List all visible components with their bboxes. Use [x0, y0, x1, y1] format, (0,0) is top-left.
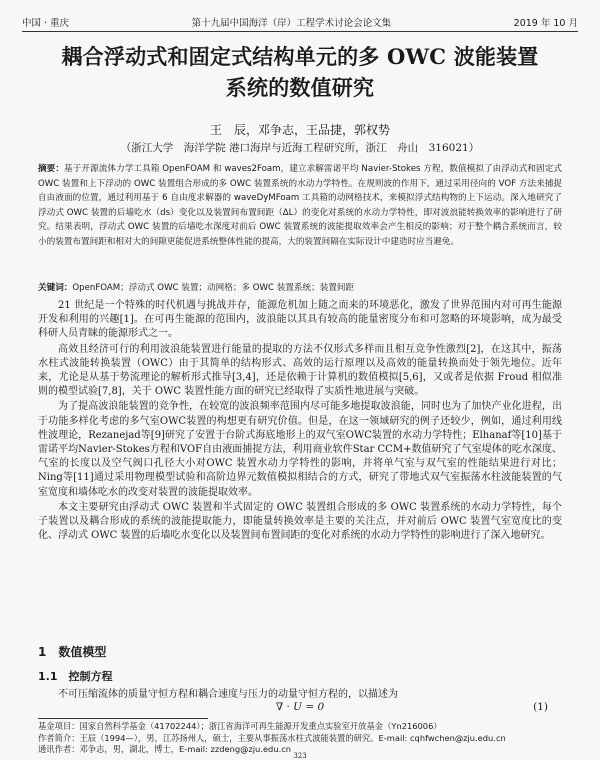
abstract: [38, 162, 562, 250]
subsection-heading: 1.1 控制方程: [38, 670, 113, 683]
keywords-text: OpenFOAM；浮动式 OWC 装置；动网格；多 OWC 装置系统；装置间距: [72, 283, 355, 293]
keywords-label: 关键词：: [38, 283, 73, 293]
author-list: 王 辰，邓争志，王品捷，郭权势: [209, 123, 390, 137]
abstract-label: 摘要：: [38, 164, 65, 174]
title-line-2: 系统的数值研究: [225, 75, 375, 100]
footnotes: [38, 721, 562, 756]
paragraph: 为了提高波浪能装置的竞争性，在较宽的波浪频率范围内尽可能多地提取波浪能，同时也为了加快产业化进程，出于功能多样化考虑的多气室OWC装置的构想更有研究价值。但是，在这一领域研究的例子还较少，例如，通过利用线性波理论，Rezanejad等[9]研究了安置于台阶式海底地形上的双气室OWC装置的水动力学特性；Elhanaf等[10]基于雷诺平均Navier-Stokes方程和VOF自由液面捕捉方法，利用商业软件Star CCM+数值研究了气室堤体的吃水深度、气室的长度以及空气阀口孔径大小对OWC 装置水动力学特性的影响，并将单气室与双气室的性能结果进行对比；Ning等[11]通过采用物理模型试验和高阶边界元数值模拟相结合的方式，研究了带地式双气室振荡水柱波能装置的气室宽度和墙体吃水的改变对装置的波能提取效率。: [38, 401, 562, 498]
running-head-location: 中国 · 重庆: [22, 18, 70, 29]
running-head-date: 2019 年 10 月: [513, 18, 578, 29]
page-number: 323: [293, 752, 307, 760]
equation-number: (1): [533, 701, 548, 713]
title-line-1: 耦合浮动式和固定式结构单元的多 OWC 波能装置: [61, 44, 539, 69]
section-heading: 1 数值模型: [38, 645, 107, 659]
abstract-text: 基于开源流体力学工具箱 OpenFOAM 和 waves2Foam，建立求解雷诺平均 Navier-Stokes 方程，数值模拟了由浮动式和固定式 OWC 装置和上下浮动的 OWC 装置组合形成的多 OWC 装置系统的水动力学特性。在规则波的作用下，通过采用径向的 VOF 方法来捕捉自由液面的位置，通过利用基于 6 自由度求解器的 waveDyMFoam 工具箱的动网格技术，来模拟浮式结构物的上下运动。深入地研究了浮动式 OWC 装置的后墙吃水（ds）变化以及装置间布置间距（ΔL）的变化对系统的水动力学特性，即对波浪能转换效率的影响进行了研究。结果表明，浮动式 OWC 装置的后墙吃水深度对前后 OWC 装置系统的波能提取效率会产生相反的影响；对于整个耦合系统而言，较小的装置布置间距和相对大的间隙更能促进系统整体性能的提高，大的装置间隔在实际设计中建造时应当避免。: [38, 164, 562, 247]
paragraph: 高效且经济可行的利用波浪能装置进行能量的提取的方法不仅形式多样而且相互竞争性激烈[2]，在这其中，振荡水柱式波能转换装置（OWC）由于其简单的结构形式、高效的运行原理以及高效的能量转换而处于领先地位。近年来，尤论是从基于势流理论的解析形式推导[3,4]，还是依赖于计算机的数值模拟[5,6]，又或者是依据 Froud 相似准则的模型试验[7,8]，关于 OWC 装置性能方面的研究已经取得了实质性地进展与突破。: [38, 343, 562, 398]
affiliation: （浙江大学 海洋学院 港口海岸与近海工程研究所，浙江 舟山 316021）: [120, 142, 480, 154]
footnote-contact: 通讯作者：邓争志，男，湖北，博士，E-mail: zzdeng@zju.edu.cn: [38, 744, 292, 754]
running-head-proceedings: 第十九届中国海洋（岸）工程学术讨论会论文集: [191, 18, 392, 29]
paragraph: 21 世纪是一个特殊的时代机遇与挑战并存，能源危机加上随之而来的环境恶化，激发了世界范围内对可再生能源开发和利用的兴趣[1]。在可再生能源的范围内，波浪能以其具有较高的能量密度分布和可忽略的环境影响，成为最受科研人员青睐的能源形式之一。: [38, 300, 562, 340]
paragraph: 本文主要研究由浮动式 OWC 装置和半式固定的 OWC 装置组合形成的多 OWC 装置系统的水动力学特性，每个子装置以及耦合形成的系统的波能提取能力，即能量转换效率是主要的关注点，并对前后 OWC 装置气室宽度比的变化、浮动式 OWC 装置的后墙吃水变化以及装置间布置间距的变化对系统的水动力学特性的影响进行了深入地研究。: [38, 501, 562, 542]
equation-intro: 不可压缩流体的质量守恒方程和耦合速度与压力的动量守恒方程的，以描述为: [58, 689, 398, 700]
paper-title: [30, 41, 570, 103]
footnote-divider: [38, 718, 208, 719]
keywords: [38, 281, 562, 295]
body-text: [38, 299, 562, 543]
running-head: [22, 14, 578, 30]
header-divider: [22, 31, 578, 32]
equation: [38, 701, 562, 715]
footnote-author: 作者简介：王辰（1994—），男，江苏扬州人，硕士，主要从事振荡水柱式波能装置的研究。E-mail: cqhfwchen@zju.edu.cn: [38, 732, 506, 743]
equation-formula: ∇ · U = 0: [275, 701, 325, 713]
footnote-fund: 基金项目：国家自然科学基金（41702244）；浙江省海洋可再生能源开发重点实验室开放基金（Yn216006）: [38, 721, 442, 731]
